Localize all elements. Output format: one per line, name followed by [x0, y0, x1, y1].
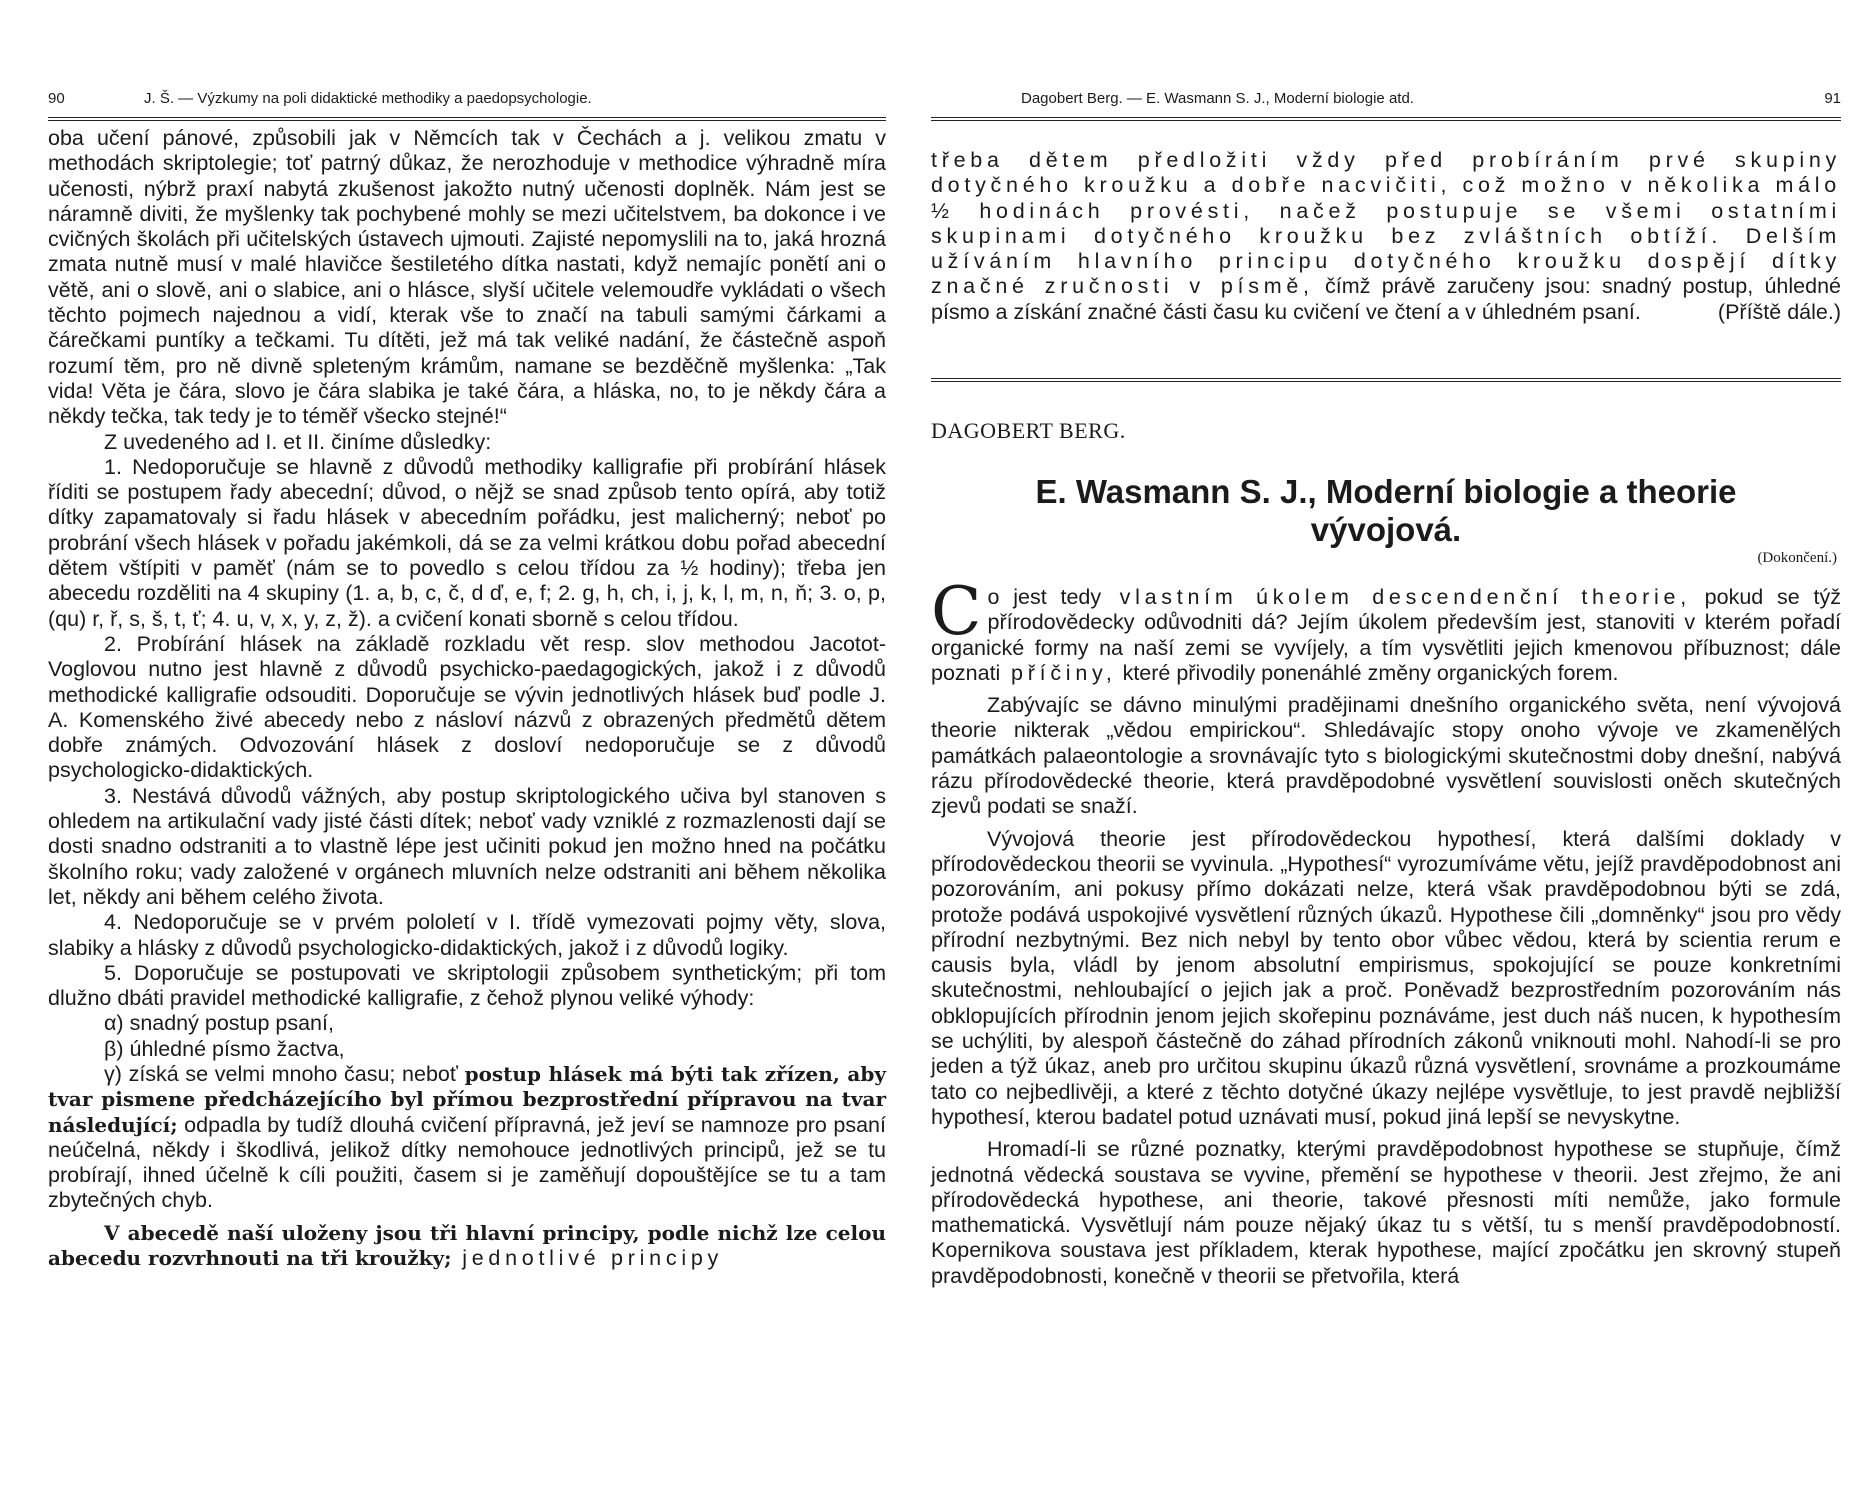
- page-number: 91: [1824, 90, 1841, 107]
- running-title: J. Š. — Výzkumy na poli didaktické methodiky a paedopsychologie.: [144, 90, 592, 107]
- article-title: [931, 473, 1841, 549]
- text: o jest tedy: [987, 585, 1102, 609]
- text: pokud se týž přírodovědecky odůvodniti dá? Jejím úkolem především jest, stanoviti v kterém pořadí organické formy na naší zemi se vyvíjely, a tím vysvětliti jejich kmenovou příbuznost; dále poznati: [931, 585, 1841, 685]
- text: které přivodily ponenáhlé změny organických forem.: [1116, 660, 1619, 685]
- paragraph: 2. Probírání hlásek na základě rozkladu vět resp. slov methodou Jacotot-Voglovou nutno jest hlavně z důvodů psychicko-paedagogických, jakož i z důvodů methodické kalligrafie odsouditi. Doporučuje se vývin jednotlivých hlásek buď podle J. A. Komenského živé abecedy nebo z násloví názvů z obrazených předmětů dětem dobře známých. Odvozování hlásek z dosloví nedoporučuje se z důvodů psychologicko-didaktických.: [48, 631, 886, 783]
- paragraph: oba učení pánové, způsobili jak v Němcích tak v Čechách a j. velikou zmatu v methodách skriptolegie; toť patrný důkaz, že nerozhoduje v methodice výhradně míra učenosti, nýbrž praxí nabytá zkušenost jakožto nutný učenosti doplněk. Nám jest se náramně diviti, že myšlenky tak pochybené mohly se mezi učitelstvem, ba dokonce i ve cvičných školách při učitelských ústavech ujmouti. Zajisté nepomyslili na to, jaká hrozná zmata nutně musí v malé hlavičce šestiletého dítka nastati, když nemajíc ponětí ani o větě, ani o slově, ani o slabice, ani o hlásce, slyší učitele velemoudře vykládati o všech těchto pojmech najednou a vidí, kterak vše to značí na tabuli samými čárkami a čárečkami puntíky a tečkami. Tu dítěti, jež má tak veliké nadání, že částečně aspoň rozumí těm, pro ně divně spleteným krámům, namane se bezděčně myšlenka: „Tak vida! Věta je čára, slovo je čára slabika je také čára, a hláska, no, to je někdy čára a někdy tečka, tak tedy je to téměř všecko stejné!“: [48, 126, 886, 429]
- right-page: [931, 0, 1862, 1500]
- article-body: [931, 573, 1841, 1289]
- spaced-text: třeba dětem předložiti vždy před probíráním prvé skupiny dotyčného kroužku a dobře nacvičiti, což možno v několika málo ½ hodinách provésti, načež postupuje se všemi ostatními skupinami dotyčného kroužku bez zvláštních obtíží. Delším užíváním hlavního principu dotyčného kroužku dospějí dítky značné zručnosti v písmě,: [931, 148, 1841, 299]
- paragraph: 5. Doporučuje se postupovati ve skriptologii způsobem synthetickým; při tom dlužno dbáti pravidel methodické kalligrafie, z čehož plynou veliké výhody:: [48, 960, 886, 1011]
- text: odpadla by tudíž dlouhá cvičení přípravná, jež jeví se namnoze pro psaní neúčelná, někdy i škodlivá, jelikož dítky nemohouce jednotlivých principů, jež se tu probírají, ihned účelně k cíli použiti, časem si je zaměňují dopouštějíce se tu a tam zbytečných chyb.: [48, 1112, 886, 1213]
- spacer: [48, 1214, 886, 1221]
- spacer: [931, 1130, 1841, 1137]
- article-author: DAGOBERT BERG.: [931, 418, 1126, 443]
- page-number: 90: [48, 90, 65, 107]
- paragraph: Zabývajíc se dávno minulými pradějinami dnešního organického světa, není vývojová theorie nikterak „vědou empirickou“. Shledávajíc stopy onoho vývoje ve zkamenělých památkách palaeontologie a srovnávajíc tyto s biologickými skutečnostmi doby dnešní, nabývá rázu přírodovědecké theorie, která pravděpodobné vysvětlení souvislosti oněch skutečných zjevů podati se snaží.: [931, 693, 1841, 819]
- text: čímž právě zaručeny jsou: snadný postup, úhledné písmo a získání značné části času ku cvičení ve čtení a v úhledném psaní.: [931, 274, 1841, 324]
- paragraph: [48, 1221, 886, 1272]
- left-header: [48, 90, 886, 112]
- paragraph: Z uvedeného ad I. et II. činíme důsledky:: [104, 429, 492, 454]
- bold-text: postup hlásek má býti tak zřízen, aby tvar pismene předcházejícího byl přímou bezprostřední přípravou na tvar následující;: [48, 1061, 886, 1137]
- spacer: [931, 820, 1841, 827]
- paragraph: Hromadí-li se různé poznatky, kterými pravděpodobnost hypothese se stupňuje, čímž jednotná vědecká soustava se vyvine, přemění se hypothese v theorii. Jest zřejmo, že ani přírodovědecká hypothese, ani theorie, takové přesnosti míti nemůže, jako formule mathematická. Vysvětlují nám pouze nějaký úkaz tu s větší, tu s menší pravděpodobností. Kopernikova soustava jest příkladem, kterak hypothese, mající zpočátku jen skrovný stupeň pravděpodobnosti, konečně v theorii se přetvořila, která: [931, 1137, 1841, 1288]
- spaced-text: příčiny,: [1000, 660, 1117, 685]
- paragraph: [931, 573, 1841, 686]
- paragraph: 4. Nedoporučuje se v prvém pololetí v I. třídě vymezovati pojmy věty, slova, slabiky a hlásky z důvodů psychologicko-didaktických, jakož i z důvodů logiky.: [48, 910, 886, 960]
- article-title-line: vývojová.: [1310, 511, 1462, 548]
- list-item: γ) získá se velmi mnoho času; neboť: [104, 1061, 458, 1086]
- paragraph: 1. Nedoporučuje se hlavně z důvodů methodiky kalligrafie při probírání hlásek říditi se postupem řady abecední; důvod, o nějž se snad způsob tento opírá, aby totiž dítky zapamatovaly si řadu hlásek v abecedním pořádku, jest malicherný; neboť po probrání všech hlásek v pořadu jakémkoli, dá se za velmi krátkou dobu pořad abecední dětem vštípiti v paměť (nám se to povedlo s celou třídou za ½ hodiny); třeba jen abecedu rozděliti na 4 skupiny (1. a, b, c, č, d ď, e, f; 2. g, h, ch, i, j, k, l, m, n, ň; 3. o, p, (qu) r, ř, s, š, t, ť; 4. u, v, x, y, z, ž). a cvičení konati sborně s celou třídou.: [48, 454, 886, 631]
- article-title-line: E. Wasmann S. J., Moderní biologie a theorie: [1035, 473, 1737, 510]
- header-rule: [48, 117, 886, 121]
- paragraph: Vývojová theorie jest přírodovědeckou hypothesí, která dalšími doklady v přírodovědeckou theorii se vyvinula. „Hypothesí“ vyrozumíváme větu, jejíž pravděpodobnost ani pozorováním, ani pokusy přímo dokázati nelze, která však pravděpodobnou býti se zdá, protože podává uspokojivé vysvětlení různých úkazů. Hypothese čili „domněnky“ jsou pro vědy přírodní nezbytnými. Bez nich nebyl by tento obor vůbec vědou, která by scientia rerum e causis byla, vládl by jenom absolutní empirismus, spokojující se pouze konkretními skutečnostmi, nehloubající o jejich jak a proč. Poněvadž bezprostředním pozorováním nás obklopujících přírodnin jenom jejich skořepinu poznáváme, jest duch náš nucen, k hypothesím se uchýliti, by alespoň částečně do záhad přírodních zákonů vniknouti mohl. Nahodí-li se pro jeden a týž úkaz, aneb pro určitou skupinu úkazů různá vysvětlení, srovnáme a prozkoumáme tato co nejbedlivěji, a které z těchto dotyčné úkazy nejlépe vysvětluje, to jest pravdě nejbližší hypothesí, kterou badatel potud uznávati musí, pokud jiná lepší se nevyskytne.: [931, 826, 1841, 1129]
- continuation-text: [931, 148, 1841, 325]
- paragraph: 3. Nestává důvodů vážných, aby postup skriptologického učiva byl stanoven s ohledem na artikulační vady jisté části dítek; neboť vady vzniklé z rozmazlenosti dají se dosti snadno odstraniti a to vlastně lépe jest učiniti pokud jen možno hned na počátku školního roku; vady založené v orgánech mluvních nelze odstraniti ani během několika let, někdy ani během celého života.: [48, 783, 886, 909]
- right-header: [931, 90, 1841, 112]
- drop-cap: C: [931, 573, 982, 650]
- running-title: Dagobert Berg. — E. Wasmann S. J., Moderní biologie atd.: [1021, 90, 1414, 107]
- list-item: α) snadný postup psaní,: [104, 1011, 334, 1036]
- spaced-text: vlastním úkolem descendenční theorie,: [1101, 585, 1691, 609]
- left-body-text: [48, 126, 886, 1271]
- paragraph: [931, 148, 1841, 325]
- spacer: [931, 686, 1841, 693]
- continued-note: (Příště dále.): [1717, 299, 1841, 324]
- bold-text: V abecedě naší uloženy jsou tři hlavní principy, podle nichž lze celou abecedu rozvrhnouti na tři kroužky;: [48, 1220, 886, 1271]
- section-rule: [931, 378, 1841, 382]
- article-subtitle: (Dokončení.): [1757, 550, 1837, 566]
- list-item: β) úhledné písmo žactva,: [104, 1036, 345, 1061]
- header-rule: [931, 117, 1841, 121]
- spaced-text: jednotlivé principy: [451, 1246, 723, 1271]
- paragraph: [48, 1062, 886, 1214]
